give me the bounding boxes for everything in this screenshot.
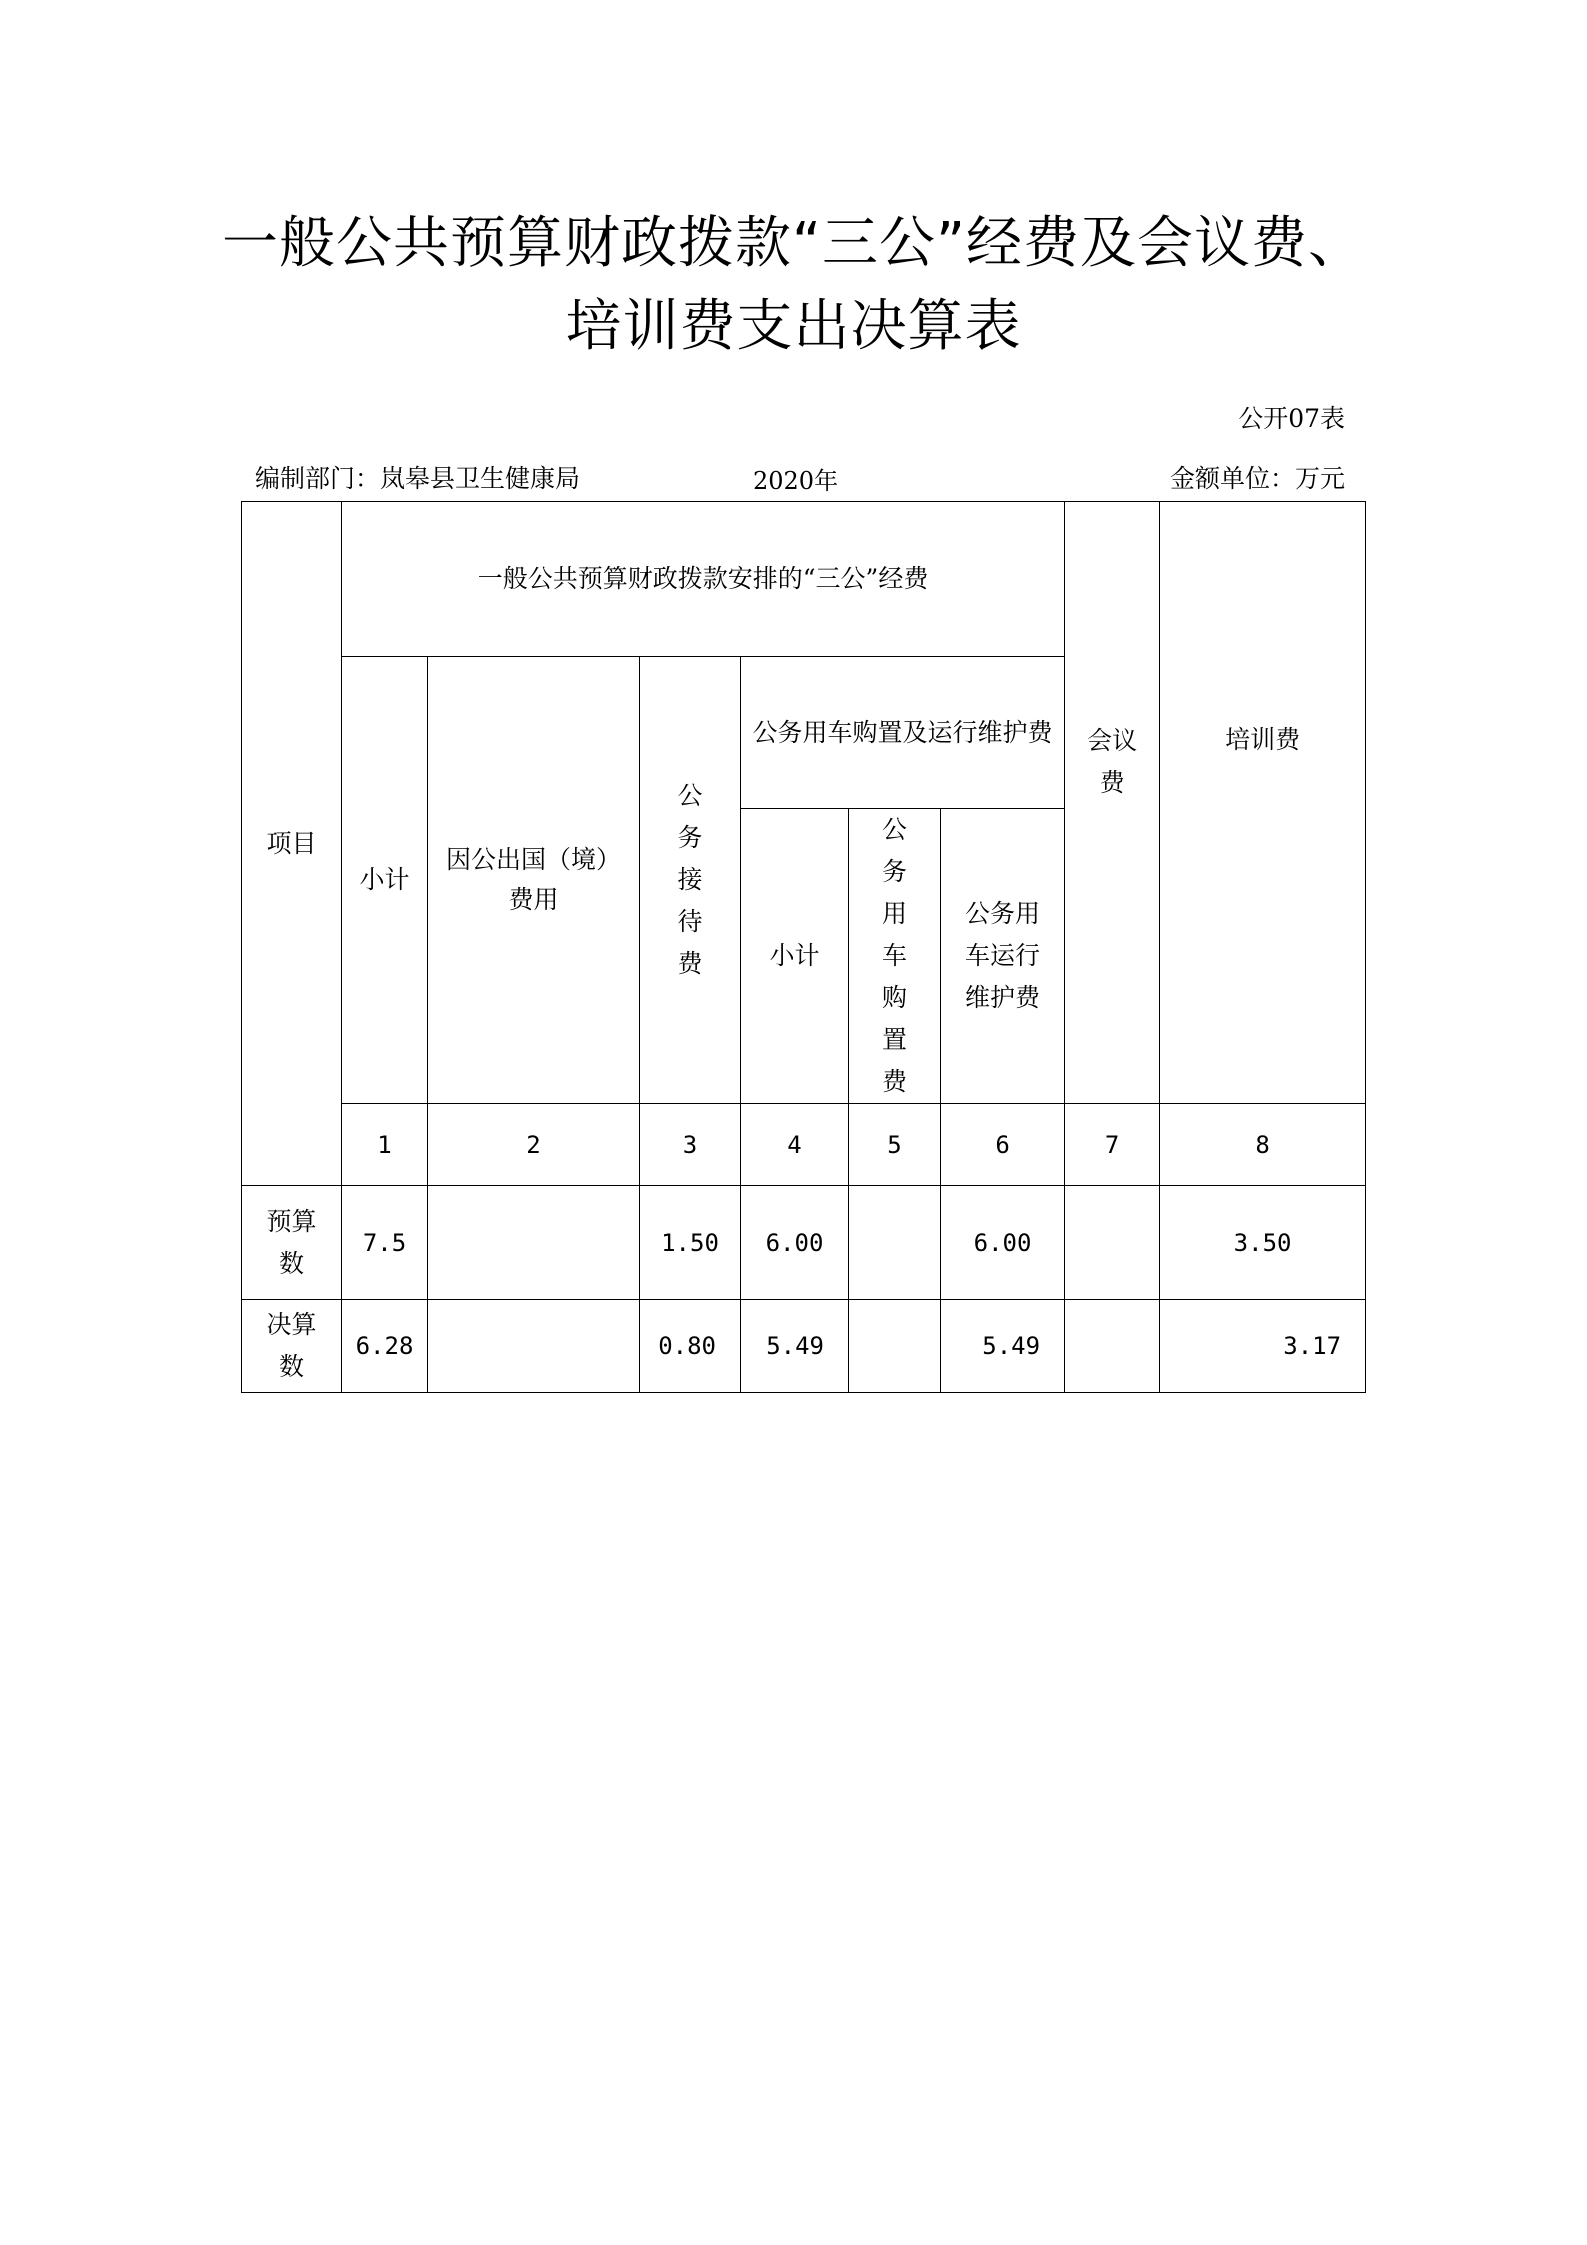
cell-abroad [428,1300,640,1393]
cell-vehicle-maintenance: 6.00 [941,1186,1065,1300]
header-item: 项目 [242,502,342,1186]
row-label: 决算数 [242,1300,342,1393]
column-number: 8 [1160,1104,1366,1186]
header-vehicle-group: 公务用车购置及运行维护费 [741,657,1065,809]
header-training [1160,502,1366,1104]
cell-reception: 0.80 [640,1300,741,1393]
cell-subtotal: 6.28 [342,1300,428,1393]
cell-vehicle-maintenance: 5.49 [941,1300,1065,1393]
page-title-line-2: 培训费支出决算表 [565,294,1022,359]
column-number: 6 [941,1104,1065,1186]
unit-label: 金额单位：万元 [1169,464,1345,493]
header-subtotal: 小计 [342,657,428,1104]
header-abroad: 因公出国（境）费用 [428,657,640,1104]
header-reception: 公务接待费 [640,657,741,1104]
form-number: 公开07表 [1238,404,1345,433]
column-number: 3 [640,1104,741,1186]
header-vehicle-purchase: 公务用车购置费 [849,809,941,1104]
column-number: 2 [428,1104,640,1186]
budget-table [241,501,1366,1393]
cell-vehicle-subtotal: 6.00 [741,1186,849,1300]
department-label: 编制部门：岚皋县卫生健康局 [255,464,581,493]
page-title-line-1: 一般公共预算财政拨款“三公”经费及会议费、 [221,211,1366,276]
header-three-public-group: 一般公共预算财政拨款安排的“三公”经费 [342,502,1065,657]
cell-subtotal: 7.5 [342,1186,428,1300]
year-label: 2020年 [753,467,839,495]
column-number: 5 [849,1104,941,1186]
cell-vehicle-purchase [849,1300,941,1393]
table-row-actual [242,1300,1366,1393]
cell-meeting [1065,1186,1160,1300]
header-vehicle-maintenance: 公务用车运行维护费 [941,809,1065,1104]
cell-vehicle-subtotal: 5.49 [741,1300,849,1393]
header-vehicle-subtotal: 小计 [741,809,849,1104]
header-training-text: 培训费 [1225,725,1301,754]
column-number: 4 [741,1104,849,1186]
row-label: 预算数 [242,1186,342,1300]
cell-meeting [1065,1300,1160,1393]
column-number: 7 [1065,1104,1160,1186]
cell-training: 3.17 [1160,1300,1366,1393]
cell-vehicle-purchase [849,1186,941,1300]
cell-abroad [428,1186,640,1300]
table-row-budget [242,1186,1366,1300]
header-meeting [1065,502,1160,1104]
cell-reception: 1.50 [640,1186,741,1300]
header-meeting-text: 会议费 [1087,726,1138,797]
column-number: 1 [342,1104,428,1186]
cell-training: 3.50 [1160,1186,1366,1300]
